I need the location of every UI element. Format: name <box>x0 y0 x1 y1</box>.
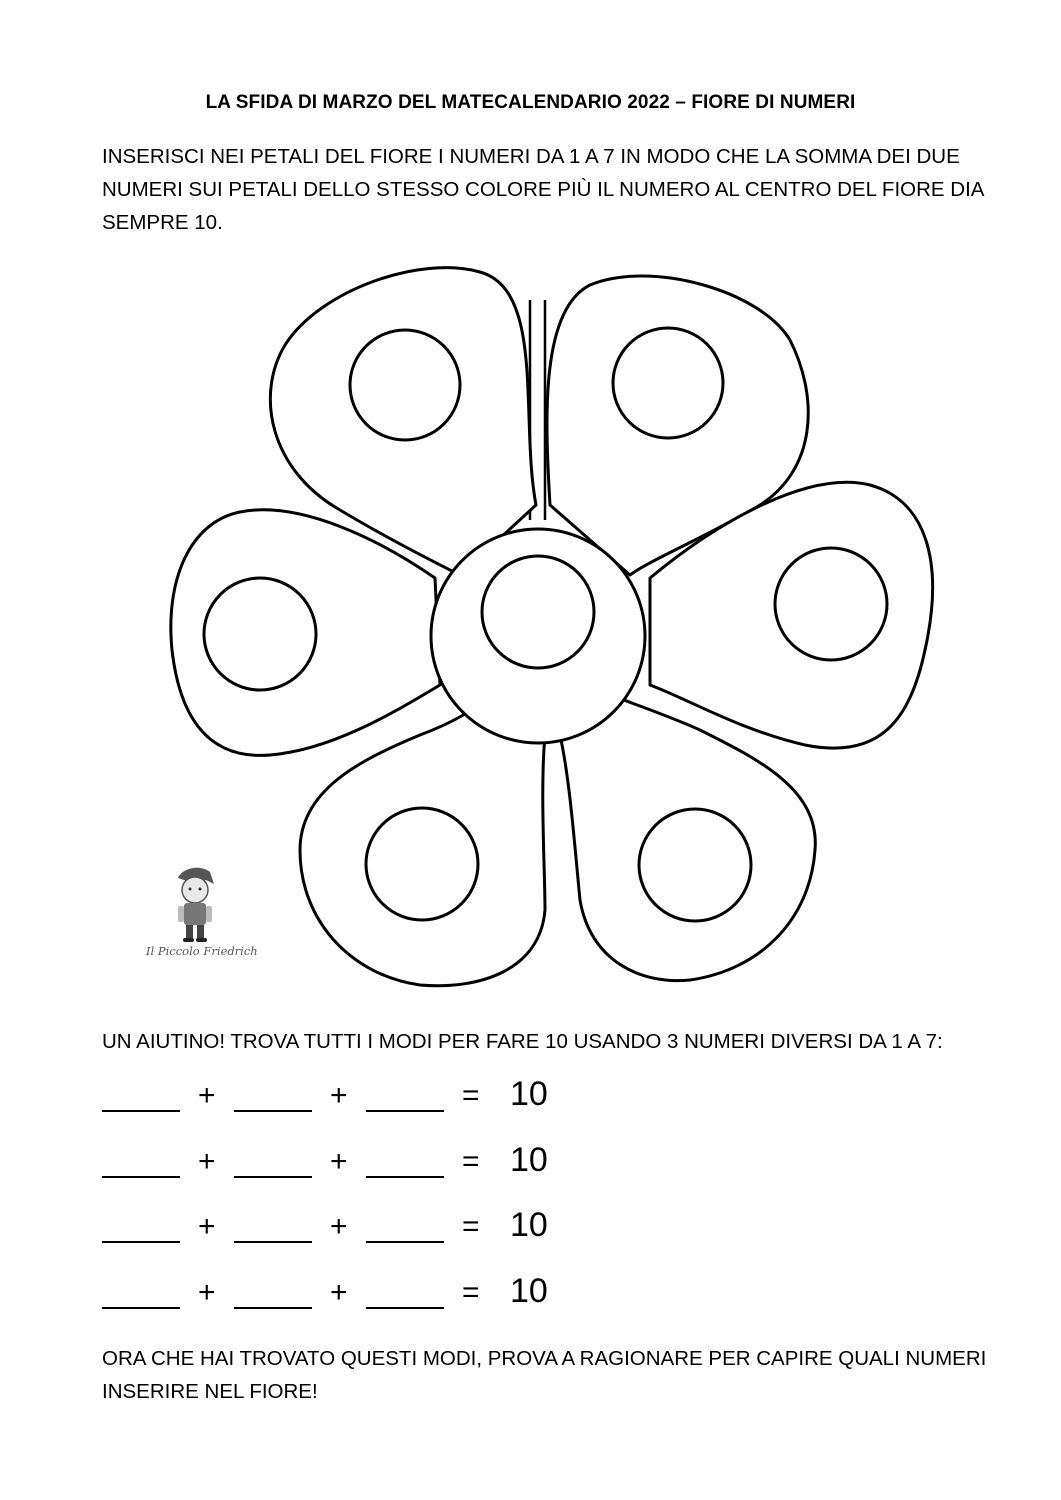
answer-blank[interactable] <box>102 1211 180 1243</box>
equals-sign: = <box>462 1276 480 1309</box>
petal-number-circle <box>639 809 751 921</box>
answer-blank[interactable] <box>102 1277 180 1309</box>
hint-text: UN AIUTINO! TROVA TUTTI I MODI PER FARE 10 USANDO 3 NUMERI DIVERSI DA 1 A 7: <box>102 1030 943 1053</box>
instructions-line-1: INSERISCI NEI PETALI DEL FIORE I NUMERI DA 1 A 7 IN MODO CHE LA SOMMA DEI DUE <box>102 145 960 168</box>
instructions-line-2: NUMERI SUI PETALI DELLO STESSO COLORE PIÙ IL NUMERO AL CENTRO DEL FIORE DIA <box>102 178 985 201</box>
answer-blank[interactable] <box>102 1146 180 1178</box>
plus-sign: + <box>198 1145 216 1178</box>
petal-number-circle <box>775 548 887 660</box>
petal-number-circle <box>613 328 723 438</box>
plus-sign: + <box>330 1210 348 1243</box>
center-number-circle <box>482 556 594 668</box>
plus-sign: + <box>330 1276 348 1309</box>
answer-blank[interactable] <box>102 1080 180 1112</box>
plus-sign: + <box>198 1079 216 1112</box>
answer-blank[interactable] <box>366 1211 444 1243</box>
answer-blank[interactable] <box>366 1277 444 1309</box>
answer-blank[interactable] <box>234 1277 312 1309</box>
equation-result: 10 <box>510 1075 548 1113</box>
petal-number-circle <box>350 330 460 440</box>
answer-blank[interactable] <box>234 1211 312 1243</box>
plus-sign: + <box>330 1145 348 1178</box>
answer-blank[interactable] <box>234 1146 312 1178</box>
closing-line-1: ORA CHE HAI TROVATO QUESTI MODI, PROVA A RAGIONARE PER CAPIRE QUALI NUMERI <box>102 1347 987 1370</box>
closing-text <box>102 1342 1002 1408</box>
equation-result: 10 <box>510 1206 548 1244</box>
answer-blank[interactable] <box>234 1080 312 1112</box>
instructions-line-3: SEMPRE 10. <box>102 211 223 234</box>
worksheet-title: LA SFIDA DI MARZO DEL MATECALENDARIO 2022 – FIORE DI NUMERI <box>205 92 856 113</box>
plus-sign: + <box>198 1210 216 1243</box>
closing-line-2: INSERIRE NEL FIORE! <box>102 1380 318 1403</box>
plus-sign: + <box>330 1079 348 1112</box>
equals-sign: = <box>462 1145 480 1178</box>
answer-blank[interactable] <box>366 1080 444 1112</box>
equation-result: 10 <box>510 1141 548 1179</box>
equals-sign: = <box>462 1079 480 1112</box>
logo-caption: Il Piccolo Friedrich <box>146 944 258 958</box>
boy-logo-illustration <box>178 868 214 942</box>
plus-sign: + <box>198 1276 216 1309</box>
equation-result: 10 <box>510 1272 548 1310</box>
petal-number-circle <box>366 808 478 920</box>
answer-blank[interactable] <box>366 1146 444 1178</box>
petal-number-circle <box>204 578 316 690</box>
equals-sign: = <box>462 1210 480 1243</box>
